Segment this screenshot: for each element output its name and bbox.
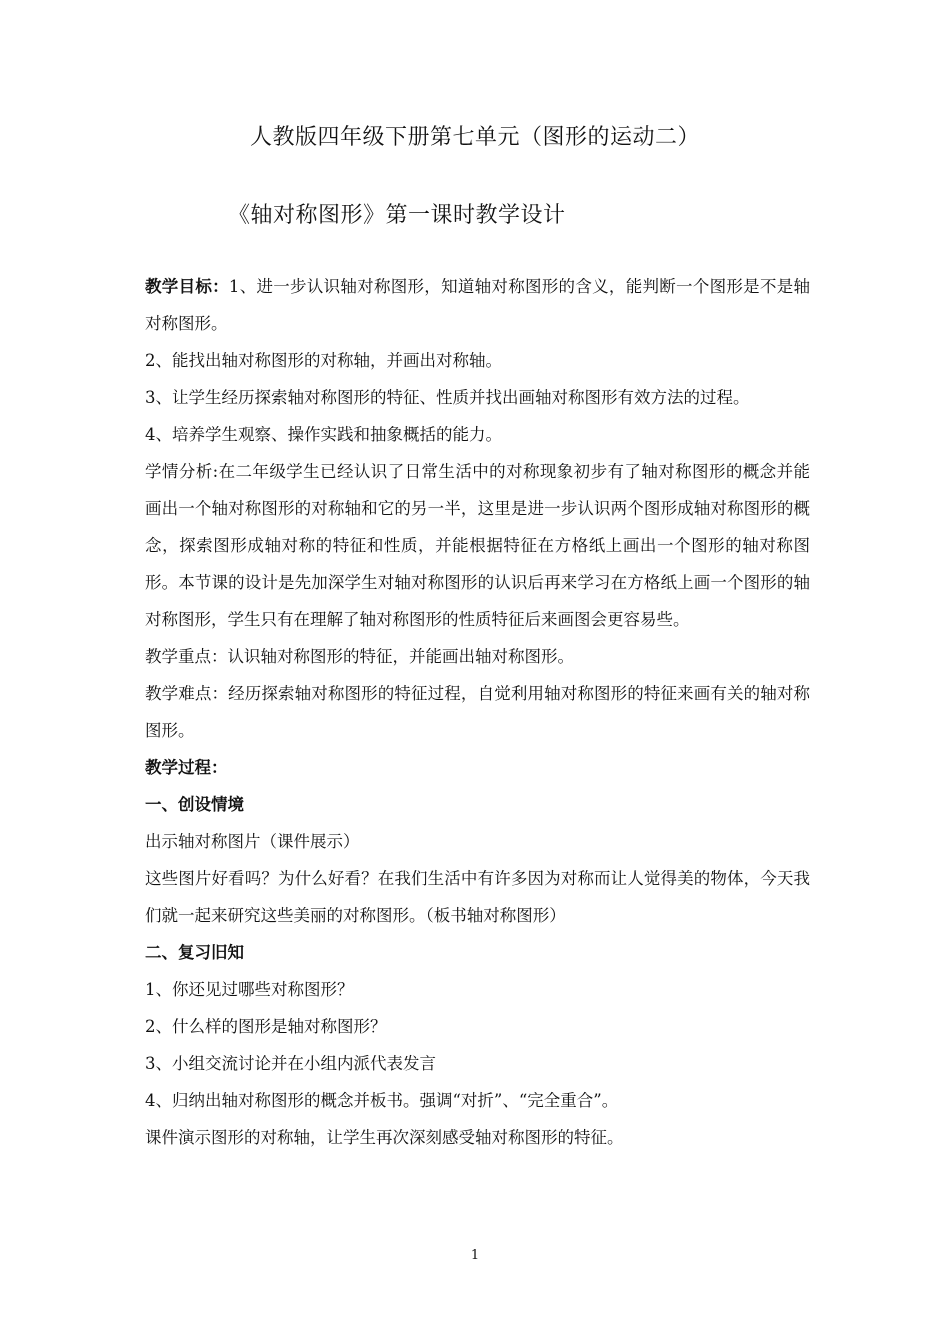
teaching-goal-1: 1、进一步认识轴对称图形，知道轴对称图形的含义，能判断一个图形是不是轴对称图形。: [145, 277, 811, 333]
section-2-question-1: 1、你还见过哪些对称图形？: [145, 980, 354, 999]
teaching-goal-3: 3、让学生经历探索轴对称图形的特征、性质并找出画轴对称图形有效方法的过程。: [145, 388, 750, 407]
teaching-key-point: 教学重点：认识轴对称图形的特征，并能画出轴对称图形。: [145, 647, 574, 666]
section-1-heading: 一、创设情境: [145, 795, 244, 814]
teaching-goal-4: 4、培养学生观察、操作实践和抽象概括的能力。: [145, 425, 502, 444]
section-2-question-3: 3、小组交流讨论并在小组内派代表发言: [145, 1054, 436, 1073]
document-subtitle: 《轴对称图形》第一课时教学设计: [228, 203, 566, 228]
teaching-goals-label: 教学目标：: [145, 277, 229, 296]
teaching-difficulty: 教学难点：经历探索轴对称图形的特征过程，自觉利用轴对称图形的特征来画有关的轴对称图形。: [145, 684, 810, 740]
section-2-demo: 课件演示图形的对称轴，让学生再次深刻感受轴对称图形的特征。: [145, 1128, 624, 1147]
teaching-goals-paragraph: [145, 268, 810, 342]
section-1-line-1: 出示轴对称图片（课件展示）: [145, 832, 360, 851]
page-number: 1: [470, 1248, 480, 1263]
teaching-goal-2: 2、能找出轴对称图形的对称轴，并画出对称轴。: [145, 351, 502, 370]
document-title: 人教版四年级下册第七单元（图形的运动二）: [249, 125, 700, 150]
section-1-line-2: 这些图片好看吗？为什么好看？在我们生活中有许多因为对称而让人觉得美的物体，今天我们就一起来研究这些美丽的对称图形。（板书轴对称图形）: [145, 869, 810, 925]
student-analysis: 学情分析:在二年级学生已经认识了日常生活中的对称现象初步有了轴对称图形的概念并能画出一个轴对称图形的对称轴和它的另一半，这里是进一步认识两个图形成轴对称图形的概念，探索图形成轴对称的特征和性质，并能根据特征在方格纸上画出一个图形的轴对称图形。本节课的设计是先加深学生对轴对称图形的认识后再来学习在方格纸上画一个图形的轴对称图形，学生只有在理解了轴对称图形的性质特征后来画图会更容易些。: [145, 462, 810, 629]
teaching-process-heading: 教学过程：: [145, 758, 228, 777]
section-2-heading: 二、复习旧知: [145, 943, 244, 962]
section-2-question-2: 2、什么样的图形是轴对称图形？: [145, 1017, 387, 1036]
section-2-question-4: 4、归纳出轴对称图形的概念并板书。强调“对折”、“完全重合”。: [145, 1091, 619, 1110]
document-body: [145, 268, 810, 1156]
